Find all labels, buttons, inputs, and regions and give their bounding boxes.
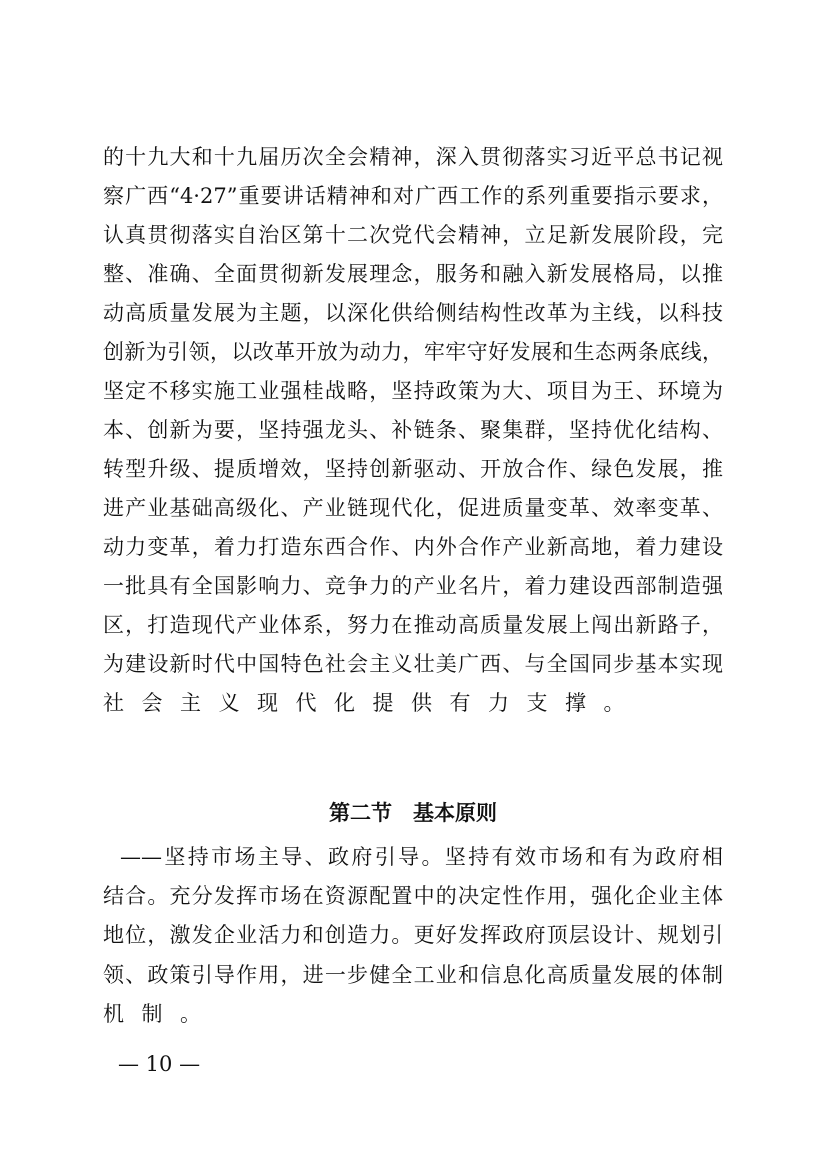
section-heading: 第二节 基本原则 — [329, 800, 497, 825]
text-line: 认真贯彻落实自治区第十二次党代会精神，立足新发展阶段，完 — [103, 223, 723, 247]
text-line: 社会主义现代化提供有力支撑。 — [103, 691, 642, 715]
text-line: 动高质量发展为主题，以深化供给侧结构性改革为主线，以科技 — [103, 301, 723, 325]
text-line: 动力变革，着力打造东西合作、内外合作产业新高地，着力建设 — [103, 535, 723, 559]
text-line: ——坚持市场主导、政府引导。坚持有效市场和有为政府相 — [120, 845, 723, 869]
text-line: 转型升级、提质增效，坚持创新驱动、开放合作、绿色发展，推 — [103, 457, 723, 481]
text-line: 机制。 — [103, 1001, 219, 1026]
text-line: 一批具有全国影响力、竞争力的产业名片，着力建设西部制造强 — [103, 574, 723, 598]
text-line: 的十九大和十九届历次全会精神，深入贯彻落实习近平总书记视 — [103, 145, 723, 169]
text-line: 为建设新时代中国特色社会主义壮美广西、与全国同步基本实现 — [103, 652, 723, 676]
text-line: 察广西“4·27”重要讲话精神和对广西工作的系列重要指示要求， — [103, 184, 723, 208]
page-number: — 10 — — [118, 1052, 201, 1076]
text-line: 创新为引领，以改革开放为动力，牢牢守好发展和生态两条底线， — [103, 340, 723, 364]
text-line: 坚定不移实施工业强桂战略，坚持政策为大、项目为王、环境为 — [103, 379, 723, 403]
text-line: 地位，激发企业活力和创造力。更好发挥政府顶层设计、规划引 — [103, 923, 723, 948]
text-line: 本、创新为要，坚持强龙头、补链条、聚集群，坚持优化结构、 — [103, 418, 723, 442]
text-line: 整、准确、全面贯彻新发展理念，服务和融入新发展格局，以推 — [103, 262, 723, 286]
text-line: 结合。充分发挥市场在资源配置中的决定性作用，强化企业主体 — [103, 884, 723, 909]
text-line: 进产业基础高级化、产业链现代化，促进质量变革、效率变革、 — [103, 496, 723, 520]
text-line: 区，打造现代产业体系，努力在推动高质量发展上闯出新路子， — [103, 613, 723, 637]
text-line: 领、政策引导作用，进一步健全工业和信息化高质量发展的体制 — [103, 962, 723, 987]
